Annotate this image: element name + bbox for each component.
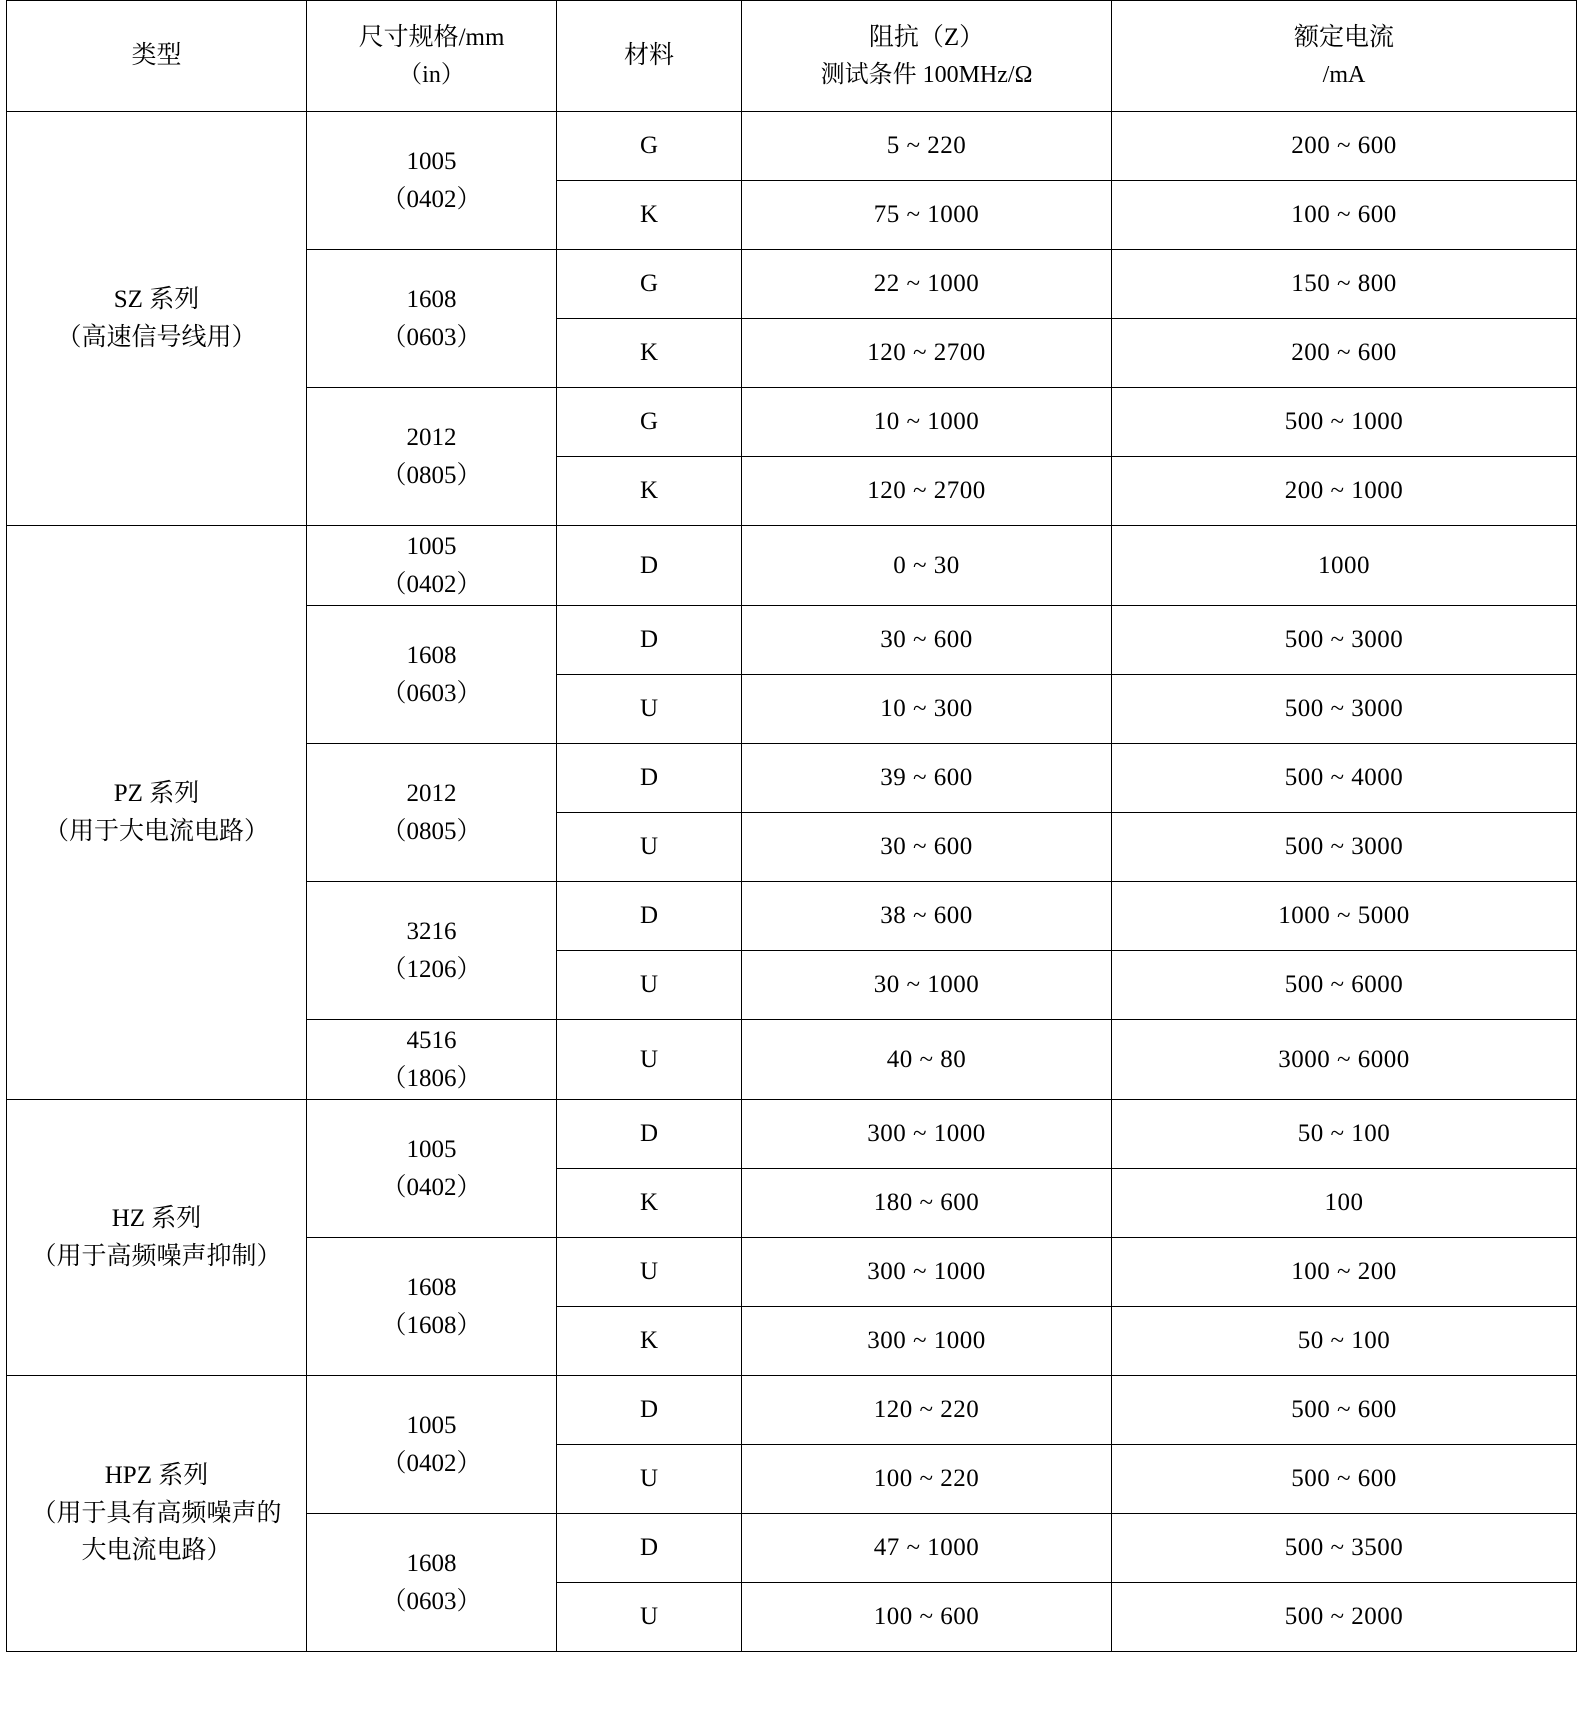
cell-impedance: 30 ~ 1000 xyxy=(742,951,1112,1020)
cell-size-line: （0603） xyxy=(381,1587,482,1615)
cell-material: D xyxy=(557,606,742,675)
cell-material: G xyxy=(557,250,742,319)
cell-impedance: 30 ~ 600 xyxy=(742,606,1112,675)
cell-current: 500 ~ 3000 xyxy=(1112,675,1577,744)
cell-size xyxy=(307,882,557,1020)
table-header xyxy=(7,1,1577,112)
cell-size-line: 1005 xyxy=(406,1136,457,1163)
table-row xyxy=(7,1100,1577,1169)
cell-size-line: （0402） xyxy=(381,570,482,598)
cell-type-line: PZ 系列 xyxy=(113,780,200,807)
cell-size-line: 4516 xyxy=(406,1027,457,1054)
cell-size-line: （0402） xyxy=(381,1449,482,1477)
cell-size-line: 1005 xyxy=(406,148,457,175)
cell-current: 500 ~ 600 xyxy=(1112,1445,1577,1514)
cell-current: 100 ~ 600 xyxy=(1112,181,1577,250)
cell-impedance: 10 ~ 1000 xyxy=(742,388,1112,457)
cell-type-line: HPZ 系列 xyxy=(104,1462,209,1490)
cell-material: D xyxy=(557,1376,742,1445)
column-header-current-main: 额定电流 xyxy=(1293,24,1394,52)
cell-type-line: （高速信号线用） xyxy=(56,323,257,351)
cell-impedance: 300 ~ 1000 xyxy=(742,1238,1112,1307)
cell-size-line: （1206） xyxy=(381,955,482,983)
cell-material: U xyxy=(557,1020,742,1100)
cell-material: D xyxy=(557,526,742,606)
column-header-current xyxy=(1112,1,1577,112)
cell-size xyxy=(307,606,557,744)
column-header-size-sub: （in） xyxy=(398,61,465,88)
cell-impedance: 300 ~ 1000 xyxy=(742,1100,1112,1169)
cell-impedance: 40 ~ 80 xyxy=(742,1020,1112,1100)
cell-size xyxy=(307,388,557,526)
cell-impedance: 120 ~ 220 xyxy=(742,1376,1112,1445)
cell-type xyxy=(7,1100,307,1376)
table-row xyxy=(7,112,1577,181)
cell-current: 50 ~ 100 xyxy=(1112,1307,1577,1376)
cell-current: 3000 ~ 6000 xyxy=(1112,1020,1577,1100)
cell-impedance: 22 ~ 1000 xyxy=(742,250,1112,319)
cell-size-line: （0805） xyxy=(381,817,482,845)
column-header-impedance xyxy=(742,1,1112,112)
cell-size-line: 3216 xyxy=(406,918,457,945)
cell-material: K xyxy=(557,181,742,250)
cell-size xyxy=(307,1376,557,1514)
column-header-impedance-sub: 测试条件 100MHz/Ω xyxy=(820,61,1033,88)
cell-current: 100 xyxy=(1112,1169,1577,1238)
cell-type-line: 大电流电路） xyxy=(81,1537,232,1565)
cell-impedance: 38 ~ 600 xyxy=(742,882,1112,951)
column-header-type xyxy=(7,1,307,112)
specification-table xyxy=(6,0,1577,1652)
cell-size-line: （0402） xyxy=(381,1173,482,1201)
cell-type-line: （用于高频噪声抑制） xyxy=(31,1242,282,1270)
cell-size-line: 1608 xyxy=(406,642,457,669)
cell-size-line: （0603） xyxy=(381,679,482,707)
cell-material: U xyxy=(557,1445,742,1514)
cell-size-line: 1005 xyxy=(406,533,457,560)
cell-current: 500 ~ 6000 xyxy=(1112,951,1577,1020)
cell-size-line: 1608 xyxy=(406,1550,457,1577)
cell-material: K xyxy=(557,457,742,526)
cell-material: G xyxy=(557,388,742,457)
cell-impedance: 47 ~ 1000 xyxy=(742,1514,1112,1583)
cell-material: G xyxy=(557,112,742,181)
cell-material: D xyxy=(557,744,742,813)
cell-current: 1000 xyxy=(1112,526,1577,606)
cell-type-line: HZ 系列 xyxy=(111,1205,202,1232)
cell-impedance: 180 ~ 600 xyxy=(742,1169,1112,1238)
cell-type-line: （用于具有高频噪声的 xyxy=(31,1499,282,1527)
cell-material: K xyxy=(557,1169,742,1238)
cell-size-line: 1608 xyxy=(406,1274,457,1301)
cell-current: 1000 ~ 5000 xyxy=(1112,882,1577,951)
cell-current: 200 ~ 1000 xyxy=(1112,457,1577,526)
table-row xyxy=(7,526,1577,606)
cell-material: U xyxy=(557,951,742,1020)
cell-type-line: （用于大电流电路） xyxy=(43,817,269,845)
cell-current: 500 ~ 2000 xyxy=(1112,1583,1577,1652)
cell-current: 100 ~ 200 xyxy=(1112,1238,1577,1307)
cell-impedance: 75 ~ 1000 xyxy=(742,181,1112,250)
cell-type-line: SZ 系列 xyxy=(113,286,200,313)
column-header-material-main: 材料 xyxy=(623,42,674,70)
cell-size xyxy=(307,1100,557,1238)
cell-type xyxy=(7,526,307,1100)
cell-current: 500 ~ 3000 xyxy=(1112,606,1577,675)
cell-current: 500 ~ 1000 xyxy=(1112,388,1577,457)
cell-size-line: （0805） xyxy=(381,461,482,489)
cell-impedance: 10 ~ 300 xyxy=(742,675,1112,744)
cell-impedance: 30 ~ 600 xyxy=(742,813,1112,882)
cell-material: K xyxy=(557,1307,742,1376)
cell-current: 200 ~ 600 xyxy=(1112,112,1577,181)
cell-material: U xyxy=(557,1583,742,1652)
table-header-row xyxy=(7,1,1577,112)
cell-type xyxy=(7,1376,307,1652)
cell-size xyxy=(307,1514,557,1652)
cell-size-line: 1005 xyxy=(406,1412,457,1439)
cell-current: 500 ~ 600 xyxy=(1112,1376,1577,1445)
table-row xyxy=(7,1376,1577,1445)
cell-impedance: 5 ~ 220 xyxy=(742,112,1112,181)
cell-size-line: （1608） xyxy=(381,1311,482,1339)
column-header-current-sub: /mA xyxy=(1322,61,1366,88)
cell-material: U xyxy=(557,675,742,744)
cell-size-line: 1608 xyxy=(406,286,457,313)
cell-material: D xyxy=(557,882,742,951)
cell-size xyxy=(307,1238,557,1376)
cell-impedance: 0 ~ 30 xyxy=(742,526,1112,606)
cell-size-line: 2012 xyxy=(406,424,457,451)
table-body xyxy=(7,112,1577,1652)
cell-type xyxy=(7,112,307,526)
cell-size-line: 2012 xyxy=(406,780,457,807)
cell-material: D xyxy=(557,1100,742,1169)
cell-material: U xyxy=(557,1238,742,1307)
column-header-impedance-main: 阻抗（Z） xyxy=(868,24,985,52)
column-header-size-main: 尺寸规格/mm xyxy=(358,24,505,52)
cell-impedance: 100 ~ 220 xyxy=(742,1445,1112,1514)
cell-size-line: （0603） xyxy=(381,323,482,351)
cell-current: 500 ~ 4000 xyxy=(1112,744,1577,813)
cell-current: 50 ~ 100 xyxy=(1112,1100,1577,1169)
cell-current: 500 ~ 3000 xyxy=(1112,813,1577,882)
cell-impedance: 300 ~ 1000 xyxy=(742,1307,1112,1376)
cell-size xyxy=(307,744,557,882)
cell-impedance: 120 ~ 2700 xyxy=(742,319,1112,388)
cell-impedance: 100 ~ 600 xyxy=(742,1583,1112,1652)
column-header-material xyxy=(557,1,742,112)
cell-size xyxy=(307,526,557,606)
cell-material: D xyxy=(557,1514,742,1583)
cell-size-line: （1806） xyxy=(381,1064,482,1092)
cell-impedance: 39 ~ 600 xyxy=(742,744,1112,813)
cell-impedance: 120 ~ 2700 xyxy=(742,457,1112,526)
cell-size xyxy=(307,112,557,250)
column-header-size xyxy=(307,1,557,112)
cell-material: U xyxy=(557,813,742,882)
cell-material: K xyxy=(557,319,742,388)
cell-current: 500 ~ 3500 xyxy=(1112,1514,1577,1583)
cell-size xyxy=(307,250,557,388)
column-header-type-main: 类型 xyxy=(131,42,182,70)
cell-current: 200 ~ 600 xyxy=(1112,319,1577,388)
cell-size xyxy=(307,1020,557,1100)
cell-size-line: （0402） xyxy=(381,185,482,213)
cell-current: 150 ~ 800 xyxy=(1112,250,1577,319)
